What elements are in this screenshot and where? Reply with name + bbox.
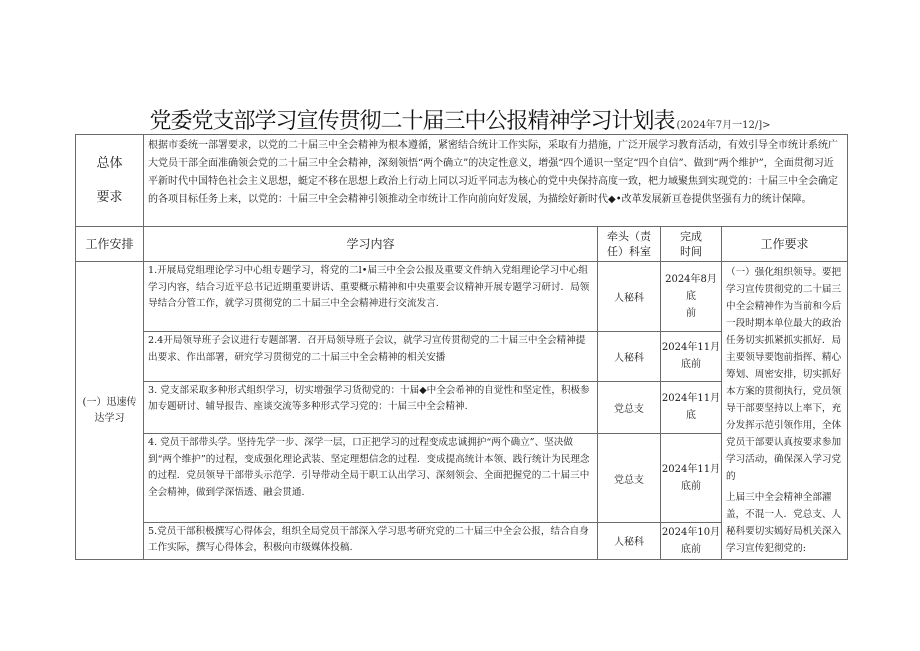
overall-label: 总体 要求 <box>76 135 144 227</box>
row-deadline: 2024年8月底 前 <box>661 262 722 332</box>
header-deadline: 完成 时间 <box>661 227 722 262</box>
header-requirement: 工作要求 <box>722 227 848 262</box>
row-content: 5.党员干部积极撰写心得体会，组织全局党员干部深入学习思考研究党的二十届三中全会公报，结合自身工作实际，撰写心得体会，积极向市级媒体投稿. <box>144 522 598 559</box>
requirement-cell: （一）强化组织领导。要把学习宣传贯彻党的二十届三中全会精神作为当前和今后一段时期本单位最大的政治任务切实抓紧抓实抓好．局主要领导要饱前指挥、精心筹划、周密安排，切实抓好本方案的贯彻执行，党员领导干部要坚持以上率下，充分发挥示范引领作用，全体党员干部要认真按要求参加学习活动，确保深入学习党的 上届三中全会精神全部濯盖，不混一人．党总支、人秘科要切实嫣好局机关深入学习宣传犯彻党的: <box>722 262 848 560</box>
header-lead-dept: 牵头（责 任）科室 <box>598 227 661 262</box>
overall-text: 根据市委统一部署要求，以党的二十届三中全会精神为根本遵循，紧密结合统计工作实际，采取有力措施，广泛开展学习教育活动，有效引导全市统计系统广大党员干部全面准确领会党的二十届三中全会精神，深刻领悟“两个确立”的决定性意义，增强“四个通识一坚定“四个自信”、做到“两个维护”，全面贯彻习近平新时代中国特色社会主义思想，蜓定不移在思想上政治上行动上同以习近平同志为核心的党中央保持高度一致，杷力域聚焦到实现党的：十届三中全会确定的各项目标任务上来，以党的：十届三中全会精神引领推动全市统计工作向前向好发展，为描绘好新时代◆•改革发展新亘卷提供坚强有力的统计保障。 <box>144 135 848 227</box>
row-lead-dept: 党总支 <box>598 434 661 523</box>
overall-row <box>76 135 848 227</box>
row-lead-dept: 人秘科 <box>598 332 661 381</box>
row-lead-dept: 人秘科 <box>598 522 661 559</box>
row-content: 3. 党支部采取多种形式组织学习，切实增强学习货彻党的：十届◆中全会希神的自觉性和坚定性，积极参加专题研讨、辅导报告、座谈交流等多种形式学习党的：十届三中全会精神. <box>144 381 598 434</box>
plan-period: (2024年7月一12/]> <box>676 120 771 131</box>
row-deadline: 2024年10月 底前 <box>661 522 722 559</box>
page-title <box>0 104 920 135</box>
row-content: 2.4开局领导班子会议进行专题部署．召开局领导班子会议，就学习宣传贯彻党的二十届三中全会精神提出要求、作出部署，研究学习贯彻党的二十届三中全会精神的相关安播 <box>144 332 598 381</box>
header-arrangement: 工作安排 <box>76 227 144 262</box>
study-plan-table <box>75 134 848 560</box>
row-lead-dept: 党总支 <box>598 381 661 434</box>
row-deadline: 2024年11月 底前 <box>661 434 722 523</box>
plan-title: 党委党支部学习宣传贯彻二十届三中公报精神学习计划表 <box>149 109 675 134</box>
header-content: 学习内容 <box>144 227 598 262</box>
category-cell: (一）迅速传 达学习 <box>76 262 144 560</box>
row-content: 1.开展局党组理论学习中心组专题学习，将党的二l•届三中全会公报及重要文件纳入党组理论学习中心组学习内容，结合习近平总书记近期重要讲话、重要概示精神和中央重要会议精神开展专题学习研讨．局领导结合分管工作，就学习贯彻党的二十届三中全会精神进行交流发言. <box>144 262 598 332</box>
header-row <box>76 227 848 262</box>
table-row <box>76 262 848 332</box>
row-content: 4. 党员干部带头学。坚持先学一步、深学一层，口正把学习的过程变成忠诚拥护“两个确立”、坚决做到“两个维护”的过程，变成强化理论武装、坚定理想信念的过程．变成提高统计本领、践行统计为民理念的过程．党员领导干部带头示范学．引导带动全局干职工认出学习、深刻领会、全面把握党的二十届三中全会精神，做到学深悟透、融会贯通. <box>144 434 598 523</box>
row-lead-dept: 人秘科 <box>598 262 661 332</box>
row-deadline: 2024年11月 底前 <box>661 332 722 381</box>
row-deadline: 2024年11月 底 <box>661 381 722 434</box>
